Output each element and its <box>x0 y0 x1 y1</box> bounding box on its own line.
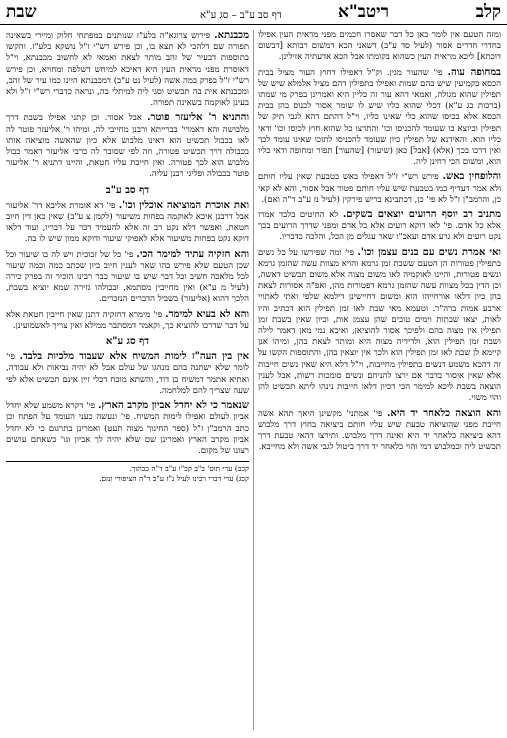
commentary-paragraph <box>6 200 249 246</box>
paragraph-text: פי' דא אומרת אליבא דר' אליעזר אבל דרבנן איכא לאוקמה בפחות משיעור (לקמן צ ע"ב) שאין כאן דין חיוב חטאת, ואפשר דלא נקט רב זה אלא להעמיד דבר על דבריו, ועוד דלאו דוקא נקט בפחות משיעור אלא לאפוקי שיעור ודוקא ממון שיש לו בה. <box>6 200 249 245</box>
page-number: קלב <box>475 2 501 22</box>
commentary-paragraph <box>258 30 501 64</box>
commentary-paragraph <box>6 249 249 306</box>
footnote: קכב) ערי תוס' ב"ב קכ"ו ע"ב ד"ה כבתוך. <box>129 464 249 474</box>
daf-section-heading: דף סג ע"א <box>105 336 150 348</box>
paragraph-text: פי' לומר שלא ישתנה בהם מנהגו של עולם אבל לא יהיה נביאות ולא עבודה, ואתיא אתמר דמשיח בן דוד, והשתא מוכח דכלי זיין אינם תכשיט אלא לפי שעה שצריך להם למלחמה. <box>6 352 249 396</box>
commentary-paragraph <box>258 247 501 405</box>
dibbur-hamatchil: ואי אמרת נשים עם בנים עצמן וכו'. <box>357 246 501 258</box>
daf-reference: דף סב ע"ב – סג ע"א <box>200 10 282 21</box>
paragraph-text: פי' דקרא משמע שלא יחדל אביון לעולם ואפילו לימות המשיח. פי' ונעשה כעני העומד על הפתח וכן כתב הרמב"ן ז"ל (ספר החינוך מצוה תעט) ואמרינן בתרגום כי לא יחדל אביון מקרב הארץ ואמרינן שם שלא יהיה לך אביון וגו' כשאתם עושים רצונו של מקום. <box>6 401 249 456</box>
commentary-paragraph <box>258 171 501 206</box>
daf-section-heading: דף סב ע"ב <box>105 184 150 196</box>
dibbur-hamatchil: והא הוצאה כלאחר יד היא. <box>386 407 501 419</box>
commentary-paragraph <box>6 30 249 109</box>
paragraph-text: לא החיטים בלבד אמרו אלא כל אדם. פי' לאו דוקא רועים אלא כל אדם ומפני שדרך הרועים בכך נקט רועים ולא גרע אדם ועאכ"ו שאר עגלים מן הכל, והלכה כדבריו. <box>258 210 501 243</box>
column-divider <box>253 30 254 730</box>
dibbur-hamatchil: והתניא ר' אליעזר פוטר. <box>147 112 249 124</box>
paragraph-text: אבל אסור. וכן קתני אפילו בשבת דרך מלבושה והא דאמרי' בברייתא ורבנן מחייבי לה, ומיהו ר' אליעזר פוטר לה לאו בכבול תכשיט הוא דאינו מלבוש אלא כיון שהאשה מוציאה אותו בכבולה דרך תכשיט פטורה, וזה לפי שסובר לה כרבי אליעזר דאמר כבול מלבוש הוא לכך פטורה. ואין חייבת עליו חטאת, והיינו דתניא ר' אליעזר פוטר בכבולה ופליגי רבנן עליה. <box>6 113 249 180</box>
tractate-name: שבת <box>6 2 37 22</box>
paragraph-text: פי' כל של זכוכית ויש לה בו שיעור וכל שכן הטעם שלא פירש בהו שאר לענין חיוב כיון שכתב כמה וכמה שיעור לכל מלאכה חשיב וכל דבר שיש בו שיעור כבר רבינו הזכיר זה בפרק כירה (לעיל מ ע"א) ואין מחייבין מסתמא, ובכולהו גזירה שמא יוציא בשבת, הלכך דהוא (אליעזר) בשביל הדברים הנזכרים. <box>6 249 249 305</box>
left-column <box>6 30 249 730</box>
right-column <box>258 30 501 730</box>
dibbur-hamatchil: והא לא בעיא למימר. <box>165 308 249 320</box>
paragraph-text: פי' ומה שפירשו על כל נשים בתפילין פטורות הן הטעם ששבת זמן גרמא והויא מצוות עשה שהזמן גרמא ונשים פטורות, והיינו לאוקמיה לאו משום מצוה אלא משום תכשיט דאשה, וכן הדין בכל מצוות עשה שהזמן גרמא דפטורות מהן, ואפ"ה אסורות לצאת בהן כיון דלאו אורחייהו הוא ומשום דחיישינן דילמא שלפי ואתי לאתויי ארבע אמות ברה"ר. וטעמא מאי שבת לאו זמן תפילין הוא דכתיב והיו לאות, יצאו שבתות וימים טובים שהן עצמן אות, וכיון שאין בשבת זמן תפילין אין מצוה בהם ולפיכך אסור להוציאן, ואיכא נמי מאן דאמר לילה ושבת זמן תפילין הוא, ולדידיה מצוה היא ומותר לצאת בהן, ומיהו אנן קיימא לן שבת לאו זמן תפילין הוא ולכך אין יוצאין בהן, והתוספות הקשו על זה דהכא משמע דנשים בתפילין מחייבות, וי"ל דלא היא שאין נשים חייבות אלא שאין איסור בדבר אם ירצו להניחם ונשים סומכות רשות, אבל לענין הוצאה בשבת ליכא למימר הכי דכיון דלאו חייבות נינהו ליתא תכשיט להן והוי משוי. <box>258 247 501 404</box>
dibbur-hamatchil: והלופחין באש. <box>442 171 501 183</box>
dibbur-hamatchil: מתניב רב יוסף הרועים יוצאים בשקים. <box>342 209 501 221</box>
footnotes <box>6 461 249 484</box>
paragraph-text: פירוש צרוגא"ה בלע"ז שנותנים במפתחי חלוק ומיירי כשאינה תפורה שם דלהכי לא תצא בו, וכן פירש רש"י ז"ל נושקא בלע"ז. והקשו בתוספות דבעיר של זהב מותר לצאת ואמאי לא לחשוב מכבנתא, וי"ל דאוסרת מפני מראית העין היא דאיכא למיחש דשלפה ומחויא, וכן פירש רש"י ז"ל בפרק במה אשה (לעיל נט ע"ב) דמכבנתא היינו כמו עיר של זהב, ומכבנתא אית בה תכשיט וסגי ליה למיתלי בה, ונראה כדברי רש"י ז"ל ולא בעינן לאוקמה בשאינה תפורה. <box>6 31 249 109</box>
dibbur-hamatchil: מכבנתא. <box>214 30 249 41</box>
paragraph-text: פי' שהעור מגין. וק"ל דאפילו דחוץ העור מציל בבית הכסא בקמיעין שיש בהם שמות ואפילו בתפילין דהם מציל אלמלא שיש של תפילין שהוא מגולה, ואמאי דהא עור זה כליין היא ואמרינן בפרק מי שמתו (ברכות כג ע"א) דכלי שהוא כליו שיש לו שומר אסור לכנוס בהן בבית הכסא אלא בכיסו שהוא כלי שאינו כליו, וי"ל דהתם דהא לגבי תיק של תפילין וכיוצא בו שעומד להכניסו וכו' והתרצו כל שהוא חוץ לכיסו וכו' ודאי כליו הוא. והאידנא של תפילין כיון שעומד להכניסו לתוכו שאינו עומד לכך ואין דרכו בכך (אלא) [אבל] כאן (שיעור) [שהעור] תפור ומחופה ודאי כליו הוא, ומשום הכי דחינן ליה. <box>258 67 501 168</box>
paragraph-text: פי' אמתני' מקשינן היאך תהא אשה חייבת מפני שהוציאה טבעת שיש עליו חותם ביציאה בחוץ דרך מלבוש דהא ביציאה כלאחר יד היא ואינה דרך מלבוש. ותירצו דהאי טבעת דרך תכשיט ליה וכמלבוש דמי והוי כלאחר יד דרך ביטול לגבי אשה ולא מחייבא. <box>258 408 501 453</box>
paragraph-text: פירש רש"י ז"ל דאפילו באש בטבעת שאין עליו חותם ולא אמר דעדיף כמו בטבעת שיש עליו חותם פטור אבל אסור, והא לא קאי כן, והרמב"ן ז"ל לא פי' כן, דכתבינא בריש פירקין (לעיל נז ע"ב ד"ה ואם). <box>258 172 501 205</box>
dibbur-hamatchil: במחופה עוה. <box>447 66 501 78</box>
dibbur-hamatchil: שנאמר כי לא יחדל אביון מקרב הארץ. <box>97 400 249 412</box>
dibbur-hamatchil: אין בין העה"ז לימות המשיח אלא שעבוד מלכיות בלבד. <box>19 351 249 363</box>
paragraph-text: ומזה הטעם אין לומר כאן כל דבר שאסרו חכמים מפני מראית העין אפילו בחדרי חדרים אסור (לעיל סד ע"ב) דשאני הכא דמשום רבותא [דבשום דוכתא] ליכא מראית העין כשהוא בקומתו אבל הכא אדעתיה אזילינן. <box>258 30 501 63</box>
commentary-title: ריטב"א <box>337 2 389 22</box>
page-header <box>0 0 507 25</box>
commentary-paragraph <box>6 400 249 457</box>
dibbur-hamatchil: והא חזקיה עתיד למימר הכי. <box>136 248 249 260</box>
dibbur-hamatchil: ואת אוכרת המוציאה אוכלין וכו'. <box>118 199 249 211</box>
commentary-paragraph <box>6 351 249 397</box>
commentary-paragraph <box>258 209 501 244</box>
commentary-paragraph <box>258 408 501 454</box>
paragraph-text: פי' מימרא דחזקיה דתנן שאין חייבין חטאת אלא על דבר שדרכו להוציא כך, וקאמר דמסתבר ממילא ואין צריך לאשמועינן. <box>6 309 249 331</box>
commentary-paragraph <box>6 309 249 332</box>
commentary-paragraph <box>258 67 501 169</box>
footnote: קכג) ערי דברי רבינו לעיל נ"ז ע"ב ד"ה הציפורי ונזם. <box>98 474 249 484</box>
commentary-paragraph <box>6 112 249 180</box>
